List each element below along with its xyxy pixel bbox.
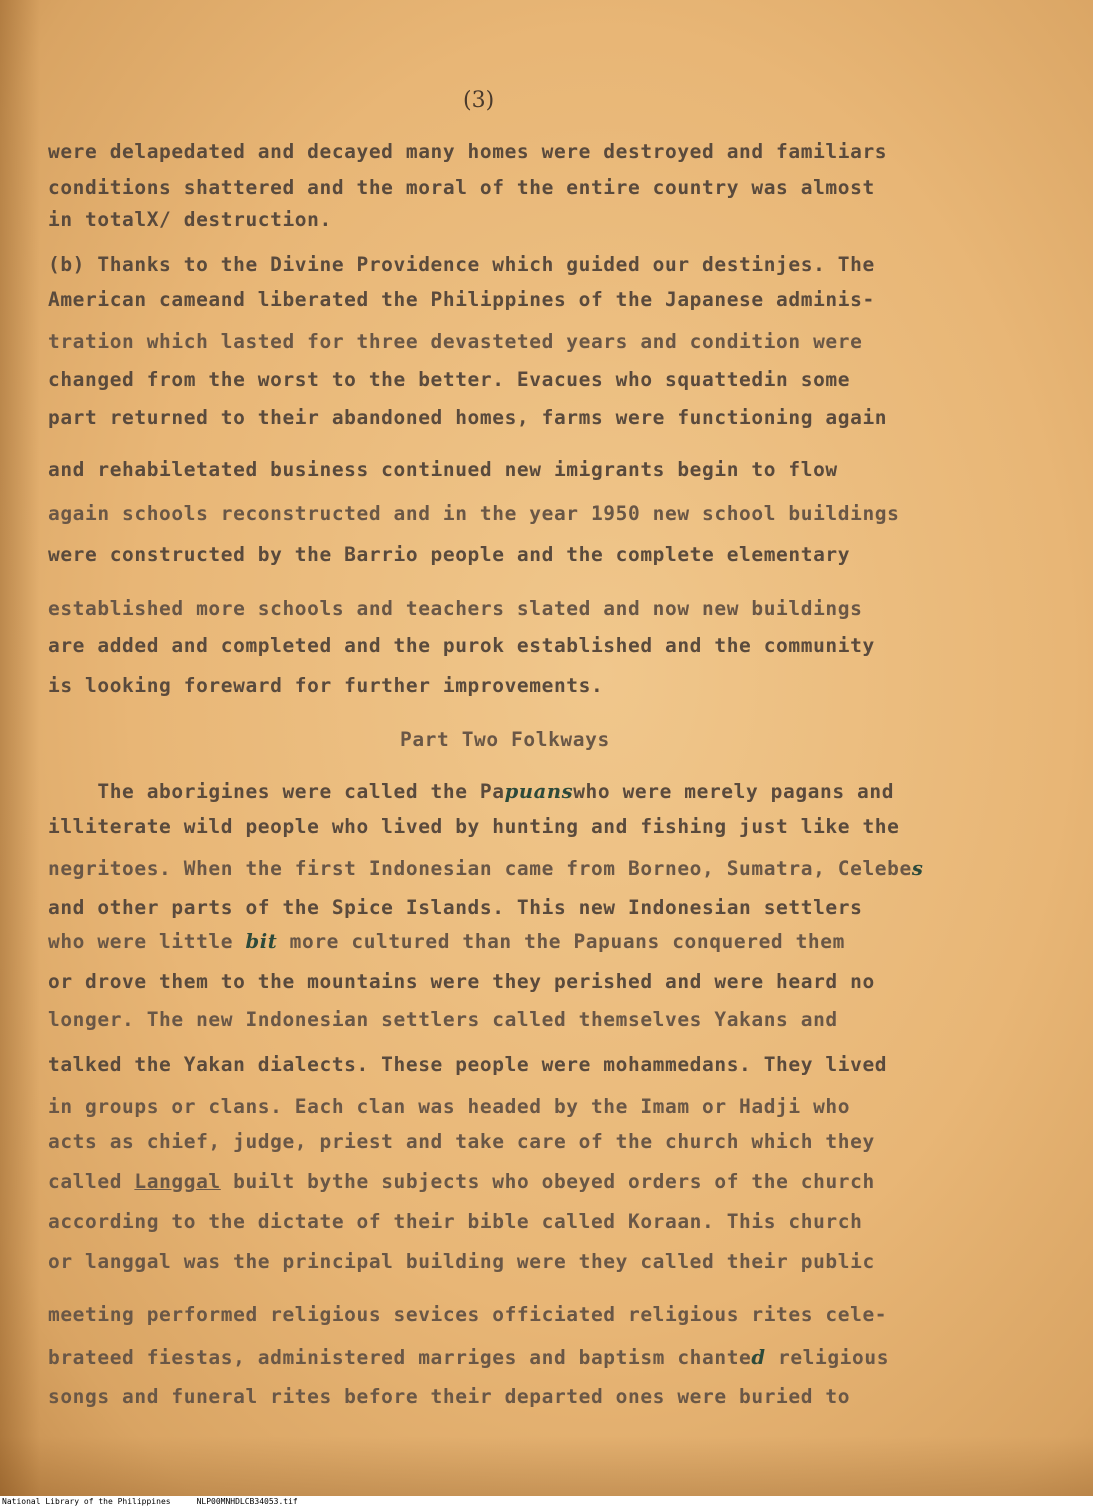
section-heading: Part Two Folkways [400,728,610,751]
footer-filename: NLP00MNHDLCB34053.tif [196,1497,298,1506]
page-number: (3) [463,88,495,113]
text-line: meeting performed religious sevices officiated religious rites cele- [48,1303,888,1326]
text-segment: called [48,1170,135,1193]
text-line: illiterate wild people who lived by hunting and fishing just like the [48,815,900,838]
text-line: and rehabiletated business continued new imigrants begin to flow [48,458,838,481]
text-segment: negritoes. When the first Indonesian came from Borneo, Sumatra, Celebe [48,857,912,880]
text-segment: The aborigines were called the Pa [48,780,505,803]
text-line: (b) Thanks to the Divine Providence which guided our destinjes. The [48,253,875,276]
text-line: again schools reconstructed and in the year 1950 new school buildings [48,502,900,525]
page-bottom-shadow [0,1436,1093,1496]
text-line: is looking foreward for further improvements. [48,674,604,697]
text-line: conditions shattered and the moral of the entire country was almost [48,176,875,199]
text-line: were delapedated and decayed many homes were destroyed and familiars [48,140,888,163]
handwritten-correction: s [911,857,924,880]
handwritten-correction: puans [504,780,574,803]
text-segment: more cultured than the Papuans conquered them [277,930,845,953]
text-segment: built bythe subjects who obeyed orders of the church [220,1170,875,1193]
text-line: were constructed by the Barrio people and the complete elementary [48,543,851,566]
text-line: in groups or clans. Each clan was headed by the Imam or Hadji who [48,1095,851,1118]
text-line: in totalX/ destruction. [48,208,332,231]
text-line: established more schools and teachers slated and now new buildings [48,597,863,620]
scan-footer [0,1496,1093,1508]
text-line: tration which lasted for three devasteted years and condition were [48,330,863,353]
handwritten-correction: d [751,1346,766,1369]
text-segment: brateed fiestas, administered marriges and baptism chante [48,1346,752,1369]
text-line: or langgal was the principal building were they called their public [48,1250,875,1273]
text-line [48,857,923,880]
text-line [48,1170,875,1193]
text-line: talked the Yakan dialects. These people were mohammedans. They lived [48,1053,888,1076]
text-line: according to the dictate of their bible called Koraan. This church [48,1210,863,1233]
text-line [48,1346,889,1369]
text-line: and other parts of the Spice Islands. This new Indonesian settlers [48,896,863,919]
text-line: part returned to their abandoned homes, farms were functioning again [48,406,888,429]
text-segment: who were little [48,930,246,953]
text-line: or drove them to the mountains were they perished and were heard no [48,970,875,993]
text-segment: who were merely pagans and [573,780,895,803]
page-edge-shadow [0,0,40,1496]
text-line: American cameand liberated the Philippines of the Japanese adminis- [48,288,875,311]
text-segment: religious [765,1346,890,1369]
text-line: acts as chief, judge, priest and take care of the church which they [48,1130,875,1153]
text-line: songs and funeral rites before their departed ones were buried to [48,1385,851,1408]
text-line: longer. The new Indonesian settlers called themselves Yakans and [48,1008,838,1031]
text-line: are added and completed and the purok established and the community [48,634,875,657]
underlined-term: Langgal [134,1170,221,1193]
text-line [48,780,894,803]
handwritten-correction: bit [245,930,278,953]
text-line: changed from the worst to the better. Evacues who squattedin some [48,368,851,391]
text-line [48,930,845,953]
footer-library: National Library of the Philippines [2,1497,171,1506]
